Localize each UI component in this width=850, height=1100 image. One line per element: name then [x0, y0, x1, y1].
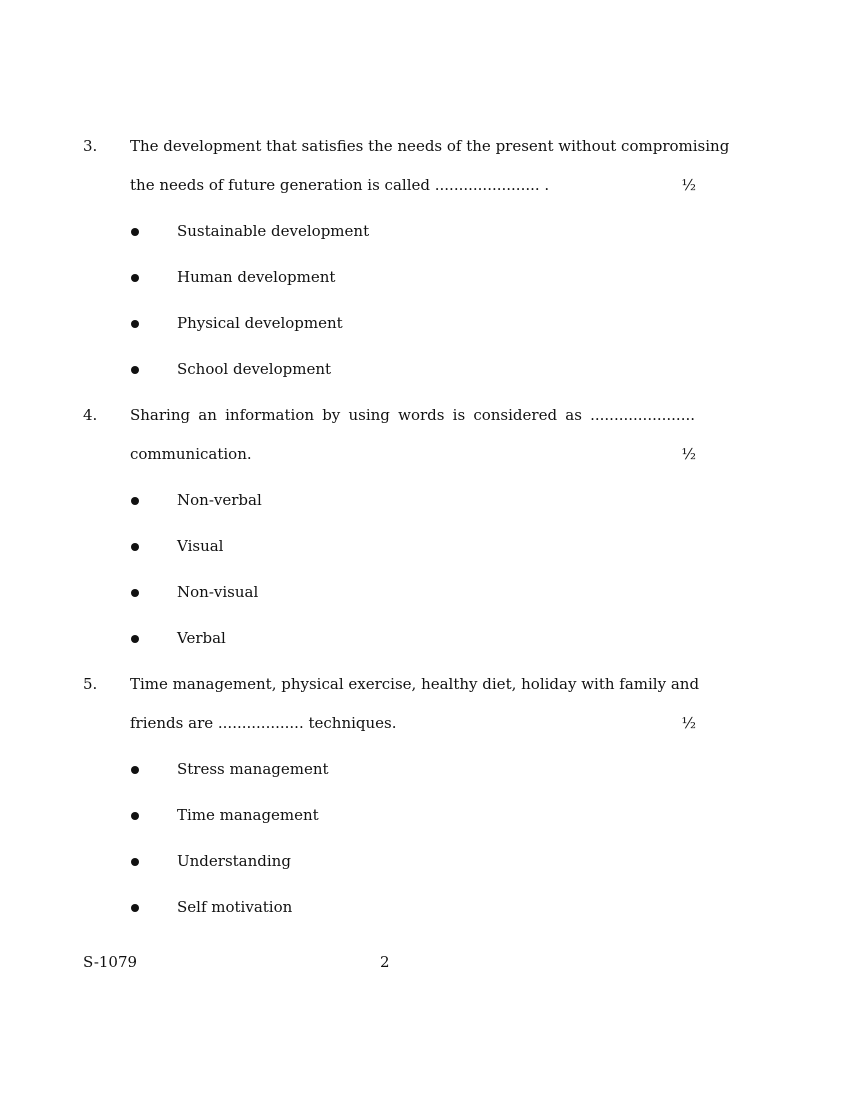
question-text-line-1: The development that satisfies the needs of the present without compromising — [130, 137, 730, 155]
option-text: Verbal — [177, 629, 226, 647]
marks-label: ½ — [681, 176, 696, 194]
page-number: 2 — [380, 953, 390, 971]
question-text-line-2: communication. — [130, 445, 252, 463]
bullet-icon — [131, 635, 139, 643]
option-text: Sustainable development — [177, 222, 370, 240]
option-text: School development — [177, 360, 332, 378]
bullet-icon — [131, 543, 139, 551]
bullet-icon — [131, 274, 139, 282]
bullet-icon — [131, 858, 139, 866]
marks-label: ½ — [681, 714, 696, 732]
question-text-line-2: the needs of future generation is called ...................... . — [130, 176, 550, 194]
bullet-icon — [131, 366, 139, 374]
option-text: Non-verbal — [177, 491, 262, 509]
bullet-icon — [131, 766, 139, 774]
question-text-line-1: Sharing an information by using words is considered as ...................... — [130, 406, 695, 424]
marks-label: ½ — [681, 445, 696, 463]
option-text: Stress management — [177, 760, 329, 778]
option-text: Time management — [177, 806, 319, 824]
option-text: Human development — [177, 268, 336, 286]
bullet-icon — [131, 228, 139, 236]
option-text: Visual — [177, 537, 224, 555]
option-text: Non-visual — [177, 583, 259, 601]
bullet-icon — [131, 904, 139, 912]
paper-code: S-1079 — [83, 953, 138, 971]
option-text: Understanding — [177, 852, 291, 870]
bullet-icon — [131, 497, 139, 505]
bullet-icon — [131, 812, 139, 820]
question-text-line-2: friends are .................. techniques. — [130, 714, 397, 732]
question-number: 3. — [83, 137, 98, 155]
option-text: Physical development — [177, 314, 343, 332]
bullet-icon — [131, 589, 139, 597]
question-text-line-1: Time management, physical exercise, healthy diet, holiday with family and — [130, 675, 700, 693]
option-text: Self motivation — [177, 898, 293, 916]
bullet-icon — [131, 320, 139, 328]
question-number: 4. — [83, 406, 98, 424]
question-number: 5. — [83, 675, 98, 693]
